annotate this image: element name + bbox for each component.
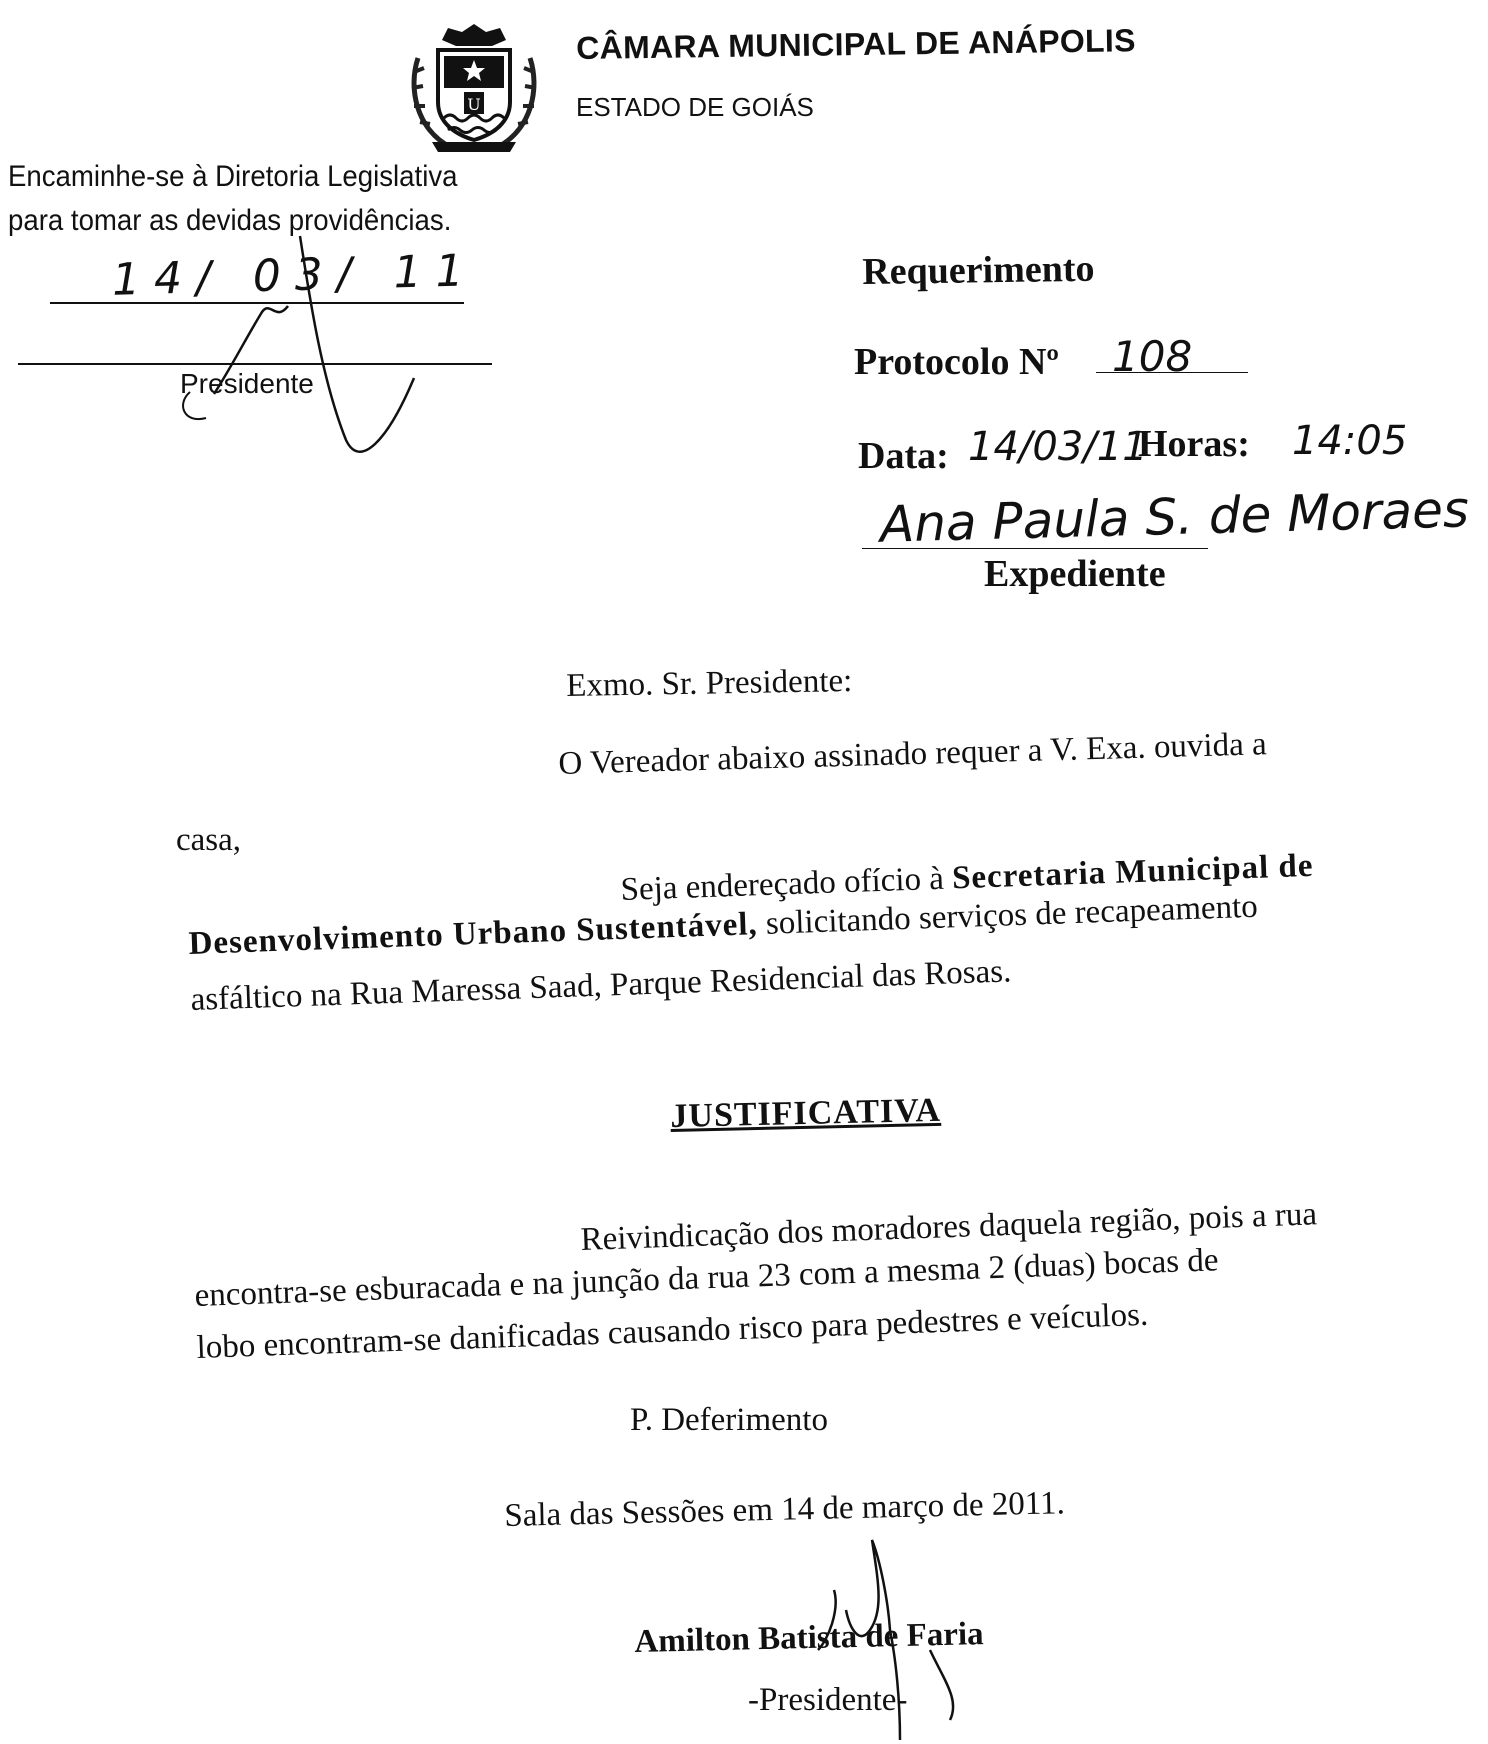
- request-line-1-text: Seja endereçado ofício à: [620, 860, 953, 908]
- justification-line-2: encontra-se esburacada e na junção da rua 23 com a mesma 2 (duas) bocas de: [194, 1242, 1220, 1314]
- expediente-signature-line: [862, 548, 1208, 549]
- routing-handwritten-date: 14/ 03/ 11: [111, 245, 479, 306]
- request-line-3: asfáltico na Rua Maressa Saad, Parque Residencial das Rosas.: [190, 953, 1012, 1018]
- request-intro: O Vereador abaixo assinado requer a V. Exa. ouvida a: [558, 726, 1268, 782]
- routing-signature-line: [18, 363, 492, 365]
- document-type-title: Requerimento: [862, 247, 1095, 293]
- greeting: Exmo. Sr. Presidente:: [566, 663, 853, 704]
- hours-label: Horas:: [1138, 423, 1250, 465]
- secretariat-name-part1: Secretaria Municipal de: [951, 847, 1315, 897]
- routing-instruction-line2: para tomar as devidas providências.: [8, 204, 452, 237]
- request-intro-end: casa,: [176, 822, 242, 858]
- routing-signature-label: Presidente: [180, 368, 314, 399]
- header-title: CÂMARA MUNICIPAL DE ANÁPOLIS: [576, 22, 1136, 66]
- date-value: 14/03/11: [968, 424, 1148, 470]
- secretariat-name-part2: Desenvolvimento Urbano Sustentável,: [188, 906, 759, 962]
- header-subtitle: ESTADO DE GOIÁS: [576, 92, 814, 122]
- signer-name: Amilton Batista de Faria: [634, 1616, 984, 1660]
- protocol-number-label: Protocolo Nº: [854, 341, 1059, 383]
- justification-line-1: Reivindicação dos moradores daquela região, pois a rua: [580, 1196, 1318, 1258]
- protocol-number-value: 108: [1112, 332, 1193, 381]
- request-line-2-text: solicitando serviços de recapeamento: [757, 888, 1259, 943]
- routing-instruction-line1: Encaminhe-se à Diretoria Legislativa: [8, 160, 458, 193]
- svg-text:U: U: [467, 95, 481, 114]
- expediente-label: Expediente: [984, 553, 1166, 595]
- routing-date-line: [50, 302, 464, 304]
- justification-heading: JUSTIFICATIVA: [670, 1091, 942, 1135]
- deferimento: P. Deferimento: [630, 1402, 828, 1438]
- justification-line-3: lobo encontram-se danificadas causando risco para pedestres e veículos.: [196, 1296, 1149, 1366]
- hours-value: 14:05: [1292, 418, 1408, 464]
- coat-of-arms-logo: [404, 18, 544, 158]
- date-label: Data:: [858, 435, 949, 477]
- expediente-signature: Ana Paula S. de Moraes: [879, 480, 1470, 554]
- signer-role: -Presidente-: [748, 1682, 908, 1718]
- session-date: Sala das Sessões em 14 de março de 2011.: [504, 1485, 1066, 1534]
